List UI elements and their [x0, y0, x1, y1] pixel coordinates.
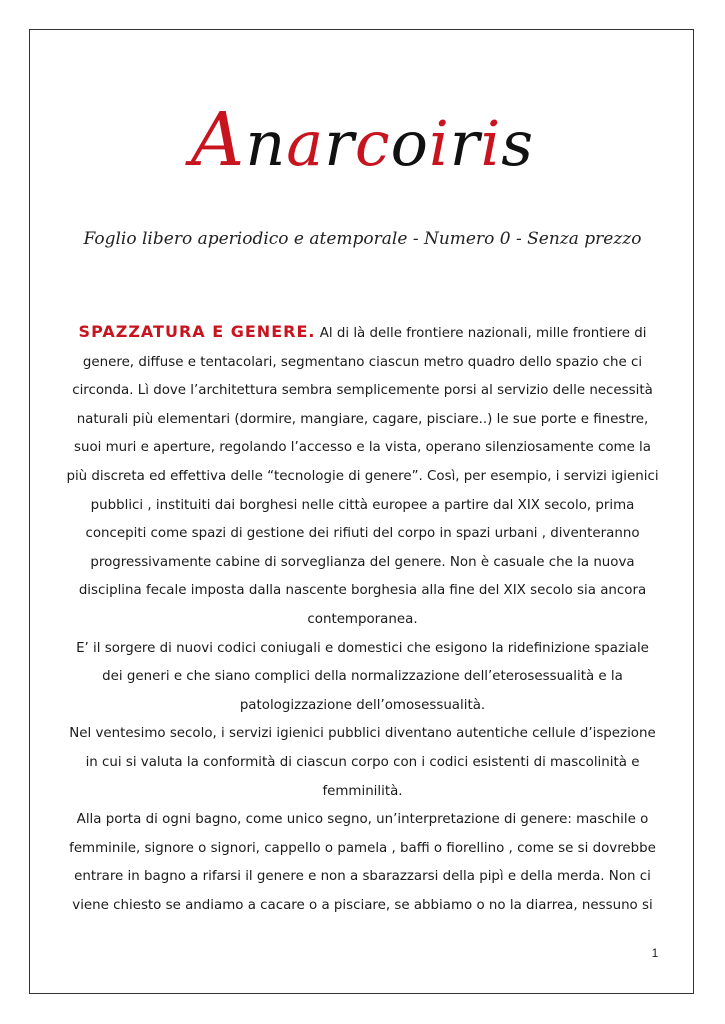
article	[64, 318, 661, 920]
subtitle: Foglio libero aperiodico e atemporale - Numero 0 - Senza prezzo	[83, 229, 642, 249]
masthead-letter-5: c	[354, 107, 391, 180]
article-paragraph-1	[64, 318, 661, 635]
masthead-letter-3: a	[286, 107, 325, 180]
article-paragraph-1-text: Al di là delle frontiere nazionali, mille frontiere di genere, diffuse e tentacolari, segmentano ciascun metro quadro dello spazio che ci circonda. Lì dove l’architettura sembra semplicemente porsi al servizio delle necessità naturali più elementari (dormire, mangiare, cagare, pisciare..) le sue porte e finestre, suoi muri e aperture, regolando l’accesso e la vista, operano silenziosamente come la più discreta ed effettiva delle “tecnologie di genere”. Così, per esempio, i servizi igienici pubblici , instituiti dai borghesi nelle città europee a partire dal XIX secolo, prima concepiti come spazi di gestione dei rifiuti del corpo in spazi urbani , diventeranno progressivamente cabine di sorveglianza del genere. Non è casuale che la nuova disciplina fecale imposta dalla nascente borghesia alla fine del XIX secolo sia ancora contemporanea.	[66, 326, 659, 627]
masthead-letter-9: i	[480, 107, 502, 180]
masthead-letter-10: s	[501, 107, 535, 180]
page-number: 1	[651, 946, 659, 960]
masthead-title	[0, 97, 725, 184]
masthead-letter-6: o	[390, 107, 429, 180]
masthead-letter-1: A	[190, 97, 246, 183]
masthead-letter-7: i	[428, 107, 450, 180]
article-paragraph-3: Nel ventesimo secolo, i servizi igienici pubblici diventano autentiche cellule d’ispezione in cui si valuta la conformità di ciascun corpo con i codici esistenti di mascolinità e femminilità.	[69, 726, 656, 799]
masthead-letter-2: n	[245, 107, 287, 180]
masthead-letter-4: r	[324, 107, 355, 180]
article-heading: SPAZZATURA E GENERE.	[78, 322, 316, 341]
article-paragraph-4: Alla porta di ogni bagno, come unico segno, un’interpretazione di genere: maschile o femminile, signore o signori, cappello o pamela , baffi o fiorellino , come se si dovrebbe entrare in bagno a rifarsi il genere e non a sbarazzarsi della pipì e della merda. Non ci viene chiesto se andiamo a cacare o a pisciare, se abbiamo o no la diarrea, nessuno si	[69, 812, 656, 913]
article-paragraph-2: E’ il sorgere di nuovi codici coniugali e domestici che esigono la ridefinizione spaziale dei generi e che siano complici della normalizzazione dell’eterosessualità e la patologizzazione dell’omosessualità.	[76, 640, 649, 713]
masthead-letter-8: r	[449, 107, 481, 180]
